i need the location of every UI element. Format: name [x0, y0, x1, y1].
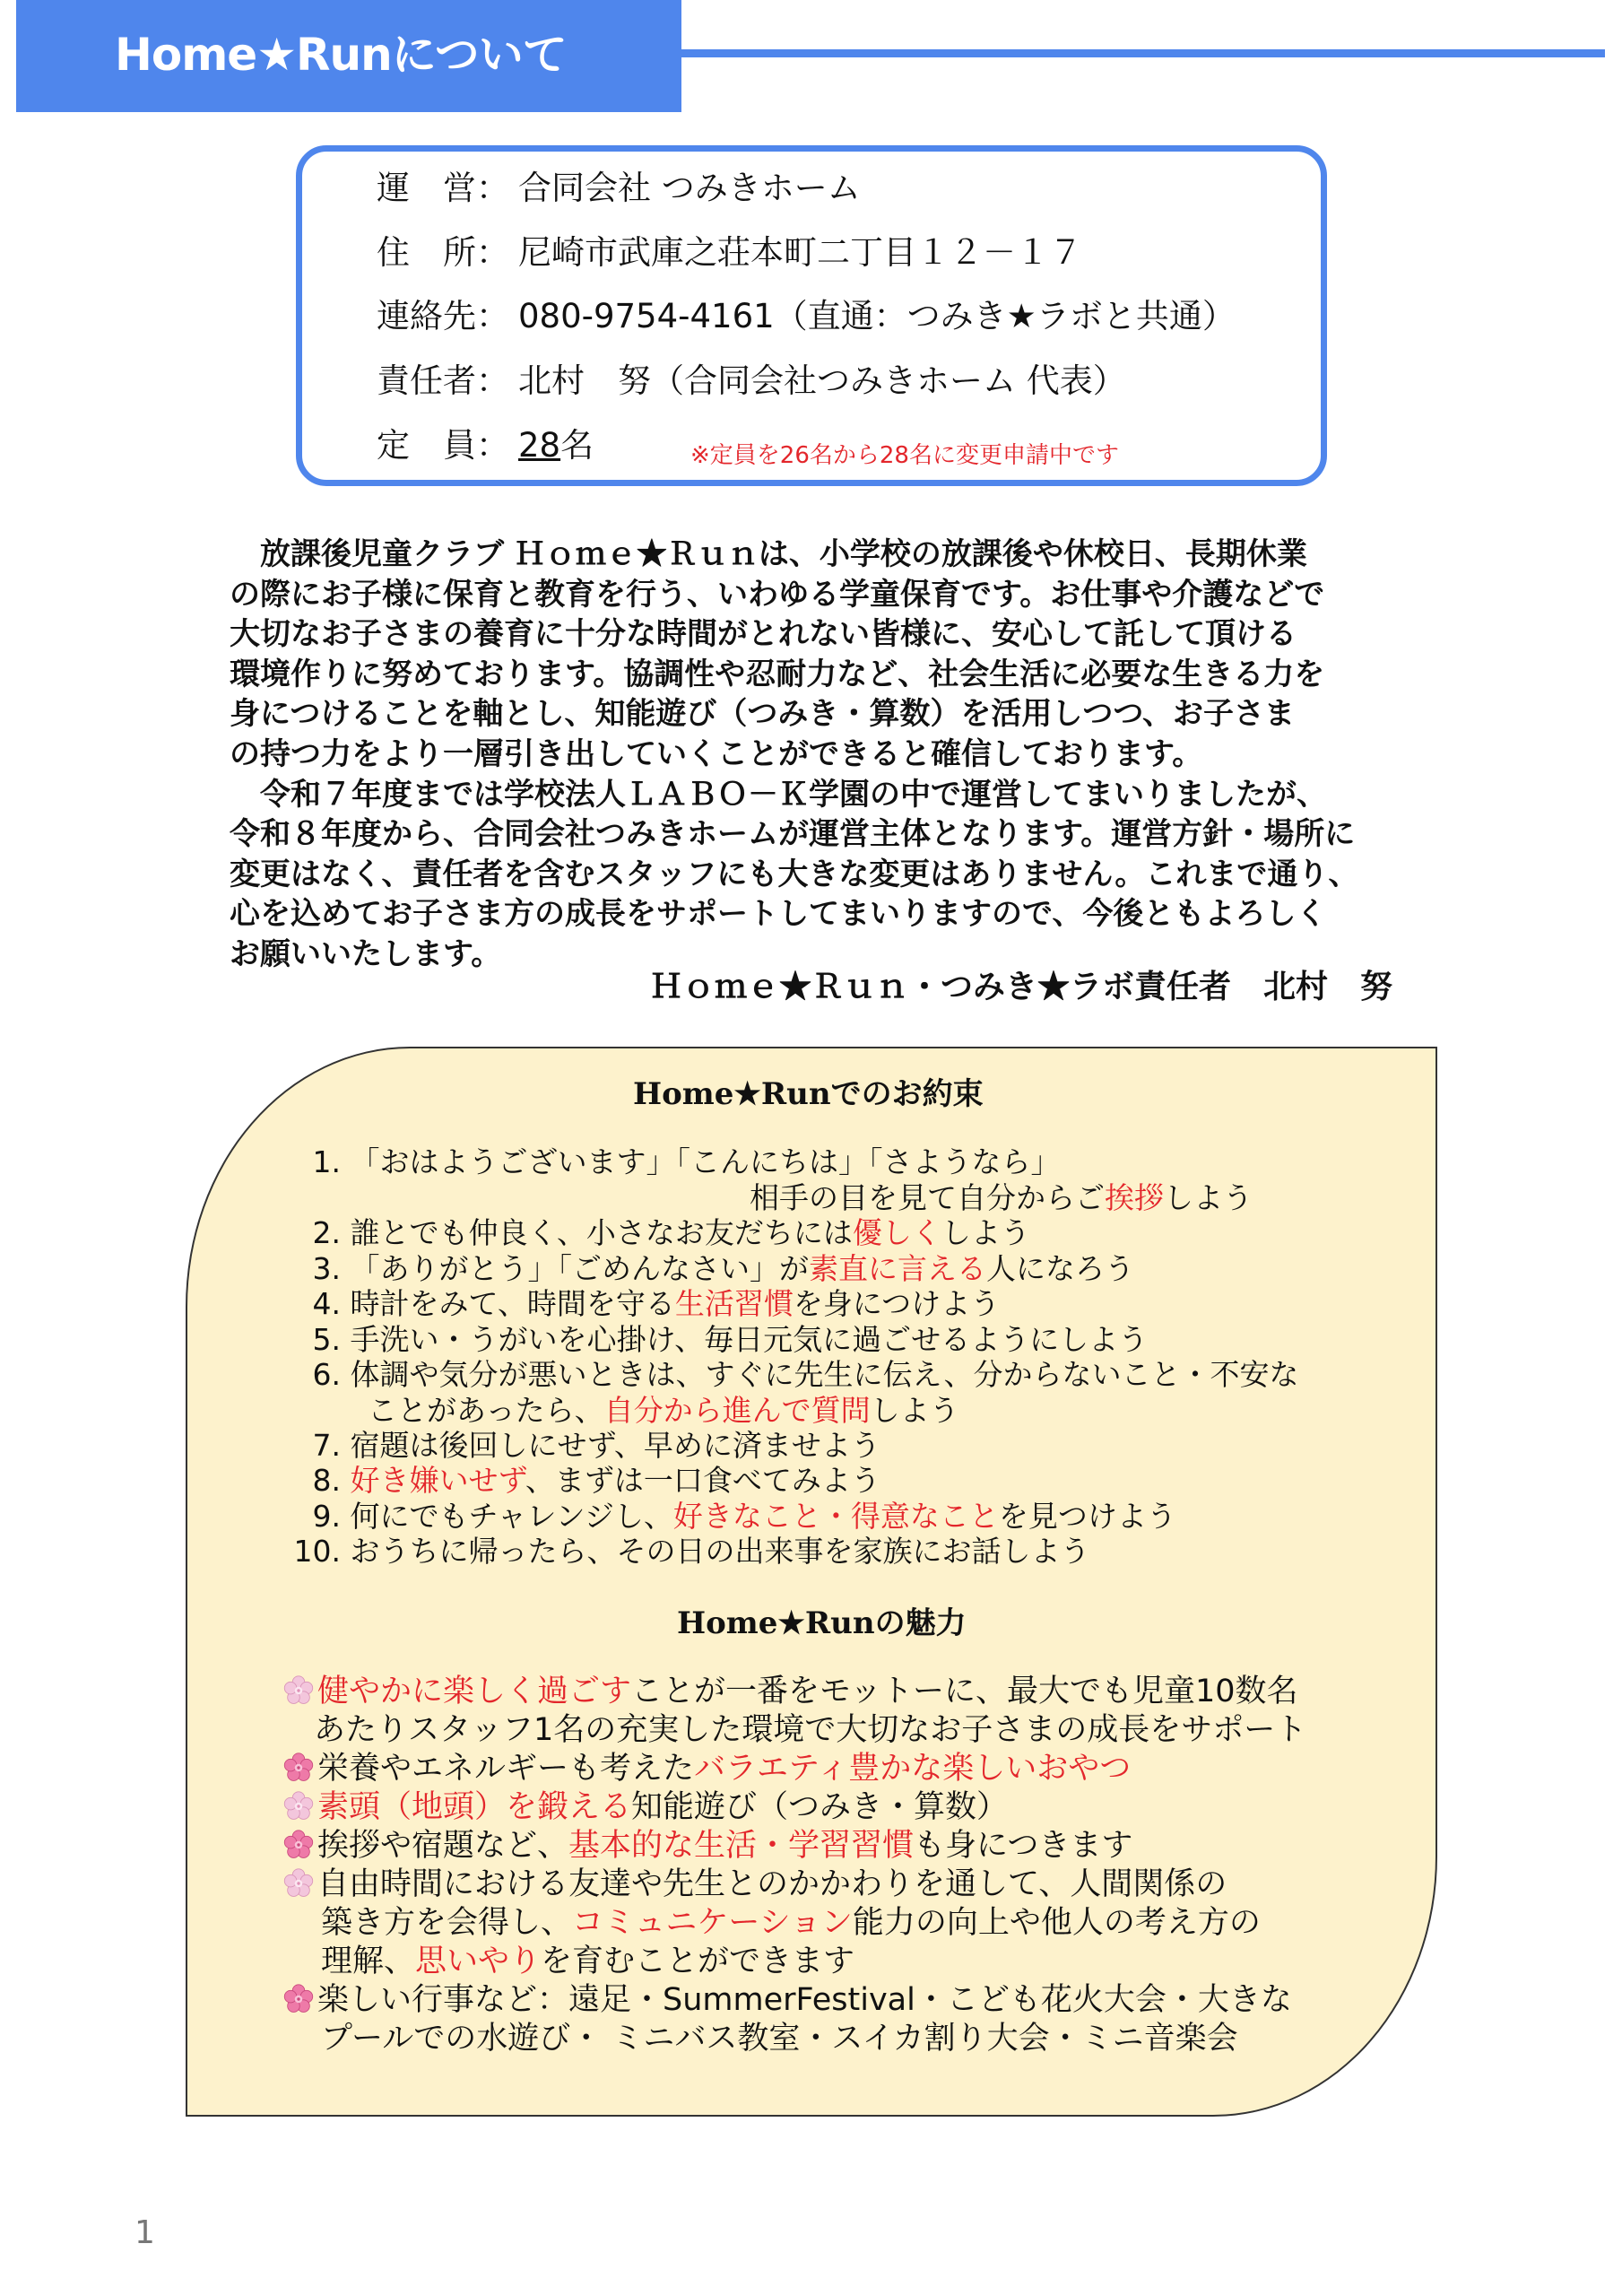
appeal-text: 楽しい行事など：遠足・SummerFestival・こども花火大会・大きな — [317, 1982, 1292, 2018]
promise-item — [287, 1144, 1061, 1180]
promise-text-after: を見つけよう — [998, 1499, 1176, 1534]
promise-text: 誰とでも仲良く、小さなお友だちには — [350, 1215, 853, 1250]
capacity-number: 28 — [518, 426, 561, 465]
promise-text-after: しよう — [941, 1215, 1030, 1250]
capacity-note: ※定員を26名から28名に変更申請中です — [690, 442, 1119, 469]
intro-line: 環境作りに努めております。協調性や忍耐力など、社会生活に必要な生きる力を — [230, 656, 1325, 692]
promise-text: 手洗い・うがいを心掛け、毎日元気に過ごせるようにしよう — [350, 1322, 1149, 1357]
info-value: 尼崎市武庫之荘本町二丁目１２－１７ — [518, 233, 1082, 272]
promise-item — [287, 1215, 1030, 1251]
flower-dark-icon — [283, 1830, 314, 1860]
intro-line: 放課後児童クラブ Ｈｏｍｅ★Ｒｕｎは、小学校の放課後や休校日、長期休業 — [230, 536, 1307, 572]
promise-text-after: しよう — [870, 1393, 959, 1428]
promise-number: 9. — [312, 1499, 341, 1534]
promise-text: 時計をみて、時間を守る — [350, 1286, 675, 1321]
intro-line: 変更はなく、責任者を含むスタッフにも大きな変更はありません。これまで通り、 — [230, 856, 1359, 892]
appeal-text: 築き方を会得し、 — [321, 1905, 573, 1941]
info-row-contact — [377, 294, 1236, 339]
appeal-emphasis: 健やかに楽しく過ごす — [317, 1674, 632, 1709]
appeal-emphasis: 基本的な生活・学習習慣 — [568, 1828, 915, 1864]
page-title: Home★Runについて — [115, 29, 567, 81]
intro-text — [230, 535, 1458, 975]
promise-emphasis: 生活習慣 — [674, 1286, 794, 1321]
header-rule — [681, 49, 1605, 57]
info-row-capacity — [377, 423, 594, 468]
promise-item-continued — [368, 1393, 959, 1429]
promise-number: 7. — [312, 1428, 341, 1463]
intro-line: 身につけることを軸とし、知能遊び（つみき・算数）を活用しつつ、お子さま — [230, 696, 1295, 733]
appeal-emphasis: 思いやり — [415, 1944, 542, 1979]
appeal-text-after: を育むことができます — [541, 1944, 855, 1979]
appeal-emphasis: コミュニケーション — [572, 1905, 853, 1941]
promise-text: ことがあったら、 — [368, 1393, 604, 1428]
appeal-item — [283, 1673, 1298, 1711]
promise-number: 8. — [312, 1463, 341, 1498]
flower-dark-icon — [283, 1752, 314, 1783]
promise-item — [287, 1499, 1176, 1535]
appeal-item — [283, 1866, 1227, 1904]
appeal-item — [283, 1750, 1131, 1788]
info-row-manager — [377, 359, 1126, 404]
appeal-item-continued — [321, 1943, 854, 1981]
intro-line: 心を込めてお子さま方の成長をサポートしてまいりますので、今後ともよろしく — [230, 896, 1327, 933]
appeal-item — [283, 1788, 1008, 1827]
appeal-item-continued — [314, 1711, 1306, 1750]
promise-item — [287, 1322, 1148, 1358]
page-number: 1 — [134, 2214, 155, 2251]
intro-line: 令和８年度から、合同会社つみきホームが運営主体となります。運営方針・場所に — [230, 816, 1356, 853]
promise-number: 2. — [312, 1215, 341, 1250]
info-value: 合同会社 つみきホーム — [518, 169, 861, 207]
flower-light-icon — [283, 1675, 314, 1706]
appeal-title: Home★Runの魅力 — [677, 1605, 967, 1641]
promise-item — [287, 1428, 880, 1464]
promise-text-after: 人になろう — [986, 1251, 1134, 1286]
info-value: 080-9754-4161（直通：つみき★ラボと共通） — [518, 297, 1236, 335]
promise-emphasis: 優しく — [852, 1215, 941, 1250]
promise-number: 10. — [293, 1534, 341, 1569]
appeal-item — [283, 1981, 1292, 2020]
flower-dark-icon — [283, 1984, 314, 2014]
promise-text: 「おはようございます」「こんにちは」「さようなら」 — [350, 1144, 1061, 1179]
appeal-text-after: ことが一番をモットーに、最大でも児童10数名 — [631, 1674, 1298, 1709]
promise-item — [287, 1286, 1000, 1322]
capacity-unit: 名 — [560, 426, 594, 465]
flower-light-icon — [283, 1868, 314, 1899]
intro-line: の際にお子様に保育と教育を行う、いわゆる学童保育です。お仕事や介護などで — [230, 576, 1325, 613]
promise-number: 3. — [312, 1251, 341, 1286]
appeal-text: 栄養やエネルギーも考えた — [317, 1751, 695, 1787]
promise-item — [287, 1357, 1298, 1393]
promise-number: 1. — [312, 1144, 341, 1179]
promise-text: おうちに帰ったら、その日の出来事を家族にお話しよう — [350, 1534, 1090, 1569]
promise-emphasis: 挨拶 — [1105, 1180, 1164, 1215]
info-label: 責任者： — [377, 361, 509, 400]
promise-number: 5. — [312, 1322, 341, 1357]
signature: Ｈｏｍｅ★Ｒｕｎ・つみき★ラボ責任者 北村 努 — [650, 968, 1393, 1005]
promise-text: 「ありがとう」「ごめんなさい」が — [350, 1251, 809, 1286]
info-label: 定 員： — [377, 426, 509, 465]
intro-line: お願いいたします。 — [230, 935, 502, 972]
promise-text-after: しよう — [1164, 1180, 1253, 1215]
info-label: 住 所： — [377, 233, 509, 272]
appeal-item — [283, 1827, 1132, 1866]
intro-line: の持つ力をより一層引き出していくことができると確信しております。 — [230, 735, 1203, 772]
info-row-operator — [377, 166, 861, 211]
info-label: 運 営： — [377, 169, 509, 207]
flower-light-icon — [283, 1791, 314, 1822]
appeal-text-after: も身につきます — [914, 1828, 1133, 1864]
info-label: 連絡先： — [377, 297, 509, 335]
intro-line: 大切なお子さまの養育に十分な時間がとれない皆様に、安心して託して頂ける — [230, 616, 1297, 653]
promise-text: 体調や気分が悪いときは、すぐに先生に伝え、分からないこと・不安な — [350, 1357, 1299, 1392]
appeal-text: プールでの水遊び・ ミニバス教室・スイカ割り大会・ミニ音楽会 — [321, 2021, 1238, 2057]
promise-text-after: を身につけよう — [793, 1286, 1001, 1321]
promise-emphasis: 自分から進んで質問 — [603, 1393, 871, 1428]
appeal-text: あたりスタッフ1名の充実した環境で大切なお子さまの成長をサポート — [314, 1712, 1307, 1748]
promise-item — [287, 1463, 880, 1499]
appeal-item-continued — [321, 2020, 1238, 2058]
promise-text: 相手の目を見て自分からご — [750, 1180, 1105, 1215]
appeal-item-continued — [321, 1904, 1261, 1943]
promise-number: 6. — [312, 1357, 341, 1392]
promise-emphasis: 好き嫌いせず — [350, 1463, 525, 1498]
appeal-text: 自由時間における友達や先生とのかかわりを通して、人間関係の — [317, 1866, 1227, 1902]
promise-number: 4. — [312, 1286, 341, 1321]
info-value: 北村 努（合同会社つみきホーム 代表） — [518, 361, 1126, 400]
promise-item-continued — [750, 1180, 1253, 1216]
appeal-text-after: 能力の向上や他人の考え方の — [852, 1905, 1261, 1941]
appeal-text-after: 知能遊び（つみき・算数） — [631, 1789, 1009, 1825]
appeal-text: 理解、 — [321, 1944, 416, 1979]
promise-item — [287, 1251, 1134, 1287]
appeal-text: 挨拶や宿題など、 — [317, 1828, 569, 1864]
intro-line: 令和７年度までは学校法人ＬＡＢＯ－Ｋ学園の中で運営してまいりましたが、 — [230, 776, 1327, 813]
promise-emphasis: 素直に言える — [809, 1251, 986, 1286]
appeal-emphasis: 素頭（地頭）を鍛える — [317, 1789, 632, 1825]
promise-item — [287, 1534, 1090, 1570]
appeal-emphasis: バラエティ豊かな楽しいおやつ — [694, 1751, 1132, 1787]
promises-title: Home★Runでのお約束 — [633, 1076, 984, 1112]
promise-text: 何にでもチャレンジし、 — [350, 1499, 673, 1534]
info-row-address — [377, 230, 1082, 275]
promise-text: 宿題は後回しにせず、早めに済ませよう — [350, 1428, 880, 1463]
promise-text-after: 、まずは一口食べてみよう — [525, 1463, 880, 1498]
promise-emphasis: 好きなこと・得意なこと — [672, 1499, 999, 1534]
